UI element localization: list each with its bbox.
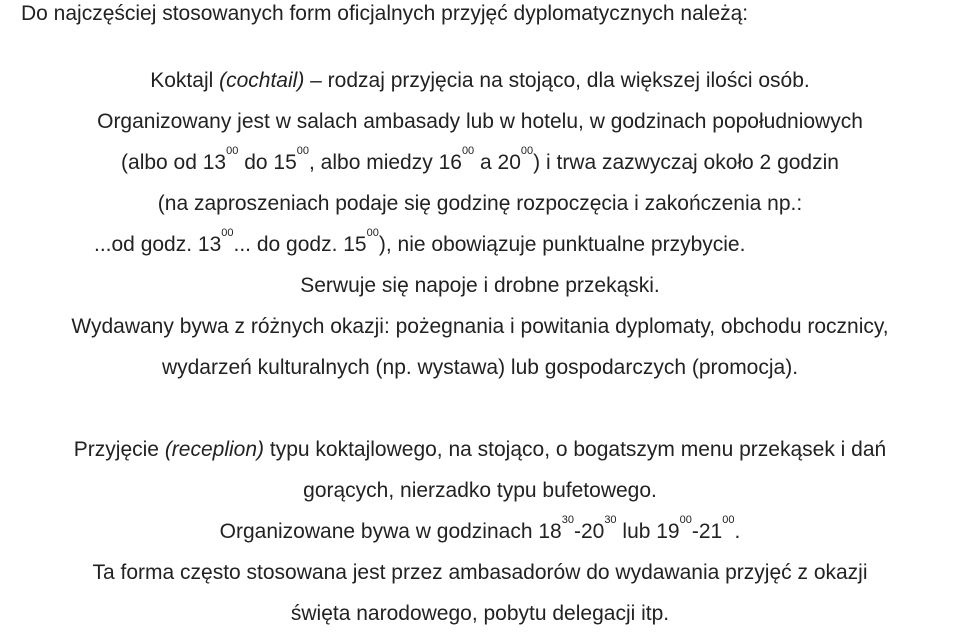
reception-line-5: święta narodowego, pobytu delegacji itp. <box>290 602 670 625</box>
cocktail-line-4: (na zaproszeniach podaje się godzinę rozpoczęcia i zakończenia np.: <box>157 192 803 215</box>
reception-term: Przyjęcie <box>73 438 165 461</box>
text-segment: , albo miedzy 16 <box>309 151 462 174</box>
cocktail-line-5 <box>94 227 960 259</box>
reception-line-4: Ta forma często stosowana jest przez ambasadorów do wydawania przyjęć z okazji <box>92 561 868 584</box>
text-segment: a 20 <box>474 151 521 174</box>
superscript-minutes: 00 <box>679 514 692 526</box>
reception-line-1 <box>0 436 960 464</box>
superscript-minutes: 30 <box>561 514 574 526</box>
cocktail-line-1 <box>0 67 960 95</box>
cocktail-line-2: Organizowany jest w salach ambasady lub w hotelu, w godzinach popołudniowych <box>97 110 863 133</box>
intro-line: Do najczęściej stosowanych form oficjalnych przyjęć dyplomatycznych należą: <box>21 2 749 25</box>
superscript-minutes: 00 <box>722 514 735 526</box>
text-segment: ...od godz. 13 <box>94 233 222 256</box>
cocktail-line-3 <box>0 145 960 177</box>
reception-line-2: gorących, nierzadko typu bufetowego. <box>303 479 657 502</box>
reception-line-3 <box>0 514 960 546</box>
superscript-minutes: 00 <box>221 227 234 239</box>
cocktail-line-7: Wydawany bywa z różnych okazji: pożegnania i powitania dyplomaty, obchodu rocznicy, <box>71 315 889 338</box>
cocktail-term-english: (cochtail) <box>219 69 305 92</box>
cocktail-definition: – rodzaj przyjęcia na stojąco, dla większej ilości osób. <box>304 69 810 92</box>
text-segment: -21 <box>691 520 723 543</box>
superscript-minutes: 00 <box>226 145 239 157</box>
superscript-minutes: 00 <box>296 145 310 157</box>
superscript-minutes: 00 <box>461 145 475 157</box>
text-segment: ), nie obowiązuje punktualne przybycie. <box>378 233 746 256</box>
reception-term-english: (receplion) <box>164 438 265 461</box>
superscript-minutes: 00 <box>366 227 379 239</box>
text-segment: do 15 <box>238 151 297 174</box>
cocktail-term: Koktajl <box>150 69 220 92</box>
text-segment: ... do godz. 15 <box>233 233 367 256</box>
reception-definition: typu koktajlowego, na stojąco, o bogatszym menu przekąsek i dań <box>264 438 887 461</box>
text-segment: (albo od 13 <box>121 151 227 174</box>
superscript-minutes: 00 <box>520 145 534 157</box>
text-segment: Organizowane bywa w godzinach 18 <box>219 520 562 543</box>
text-segment: -20 <box>573 520 605 543</box>
text-segment: lub 19 <box>616 520 680 543</box>
text-segment: . <box>734 520 741 543</box>
cocktail-line-8: wydarzeń kulturalnych (np. wystawa) lub gospodarczych (promocja). <box>161 356 799 379</box>
text-segment: ) i trwa zazwyczaj około 2 godzin <box>533 151 839 174</box>
superscript-minutes: 30 <box>604 514 617 526</box>
cocktail-line-6: Serwuje się napoje i drobne przekąski. <box>300 274 660 297</box>
